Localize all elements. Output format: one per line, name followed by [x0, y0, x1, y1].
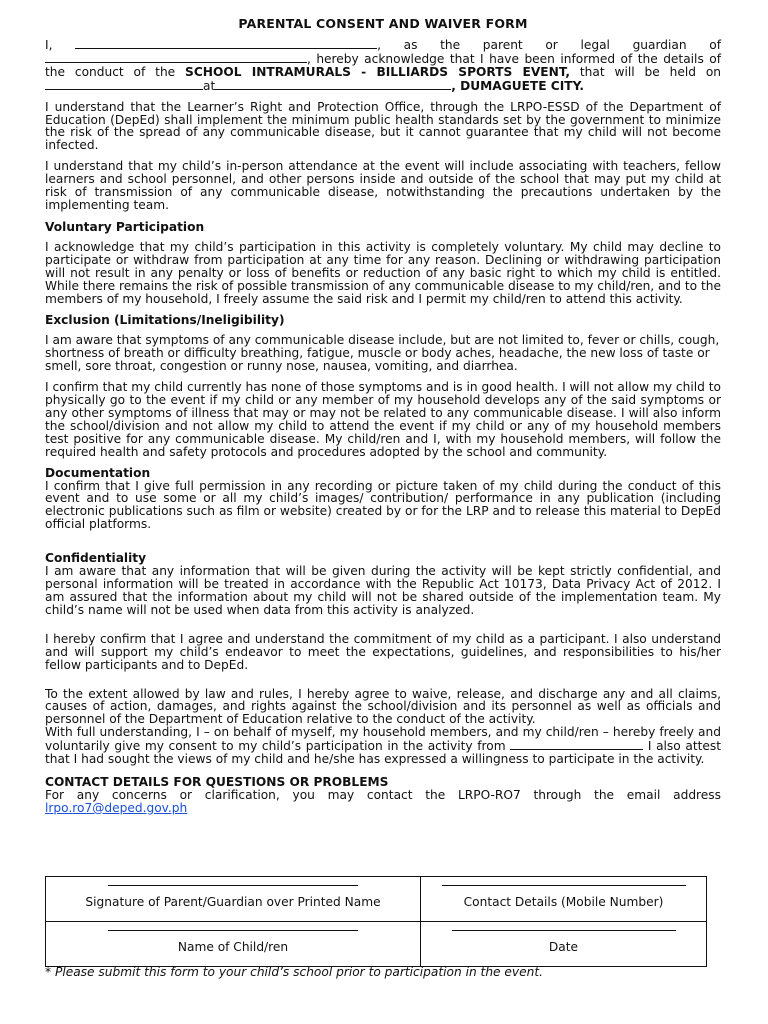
documentation-paragraph: I confirm that I give full permission in any recording or picture taken of my child during the conduct of this event and to use some or all my child’s images/ contribution/ performance in any publication (including electronic publications such as film or website) created by or for the LRP and to release this material to DepEd official platforms. [45, 478, 721, 532]
activity-date-blank[interactable] [510, 739, 643, 750]
documentation-heading: Documentation [45, 465, 151, 480]
parent-signature-label: Signature of Parent/Guardian over Printed Name [85, 895, 381, 909]
child-name-cell[interactable] [46, 922, 421, 967]
attendance-paragraph: I understand that my child’s in-person attendance at the event will include associating with teachers, fellow learners and school personnel, and other persons inside and outside of the school that may put my child at risk of transmission of any communicable disease, notwithstanding the precautions undertaken by the implementing team. [45, 159, 721, 212]
contact-paragraph [45, 789, 721, 815]
page-title: PARENTAL CONSENT AND WAIVER FORM [238, 16, 528, 31]
consent-form [45, 16, 721, 815]
contact-details-cell[interactable] [421, 877, 707, 922]
date-blank[interactable] [45, 79, 203, 90]
intro-paragraph [45, 38, 721, 93]
event-name: SCHOOL INTRAMURALS - BILLIARDS SPORTS EVENT, [185, 64, 571, 79]
voluntary-heading: Voluntary Participation [45, 219, 205, 234]
date-label: Date [548, 940, 579, 954]
intro-mid: , as the parent or legal guardian of [377, 38, 722, 52]
consent-paragraph [45, 726, 721, 766]
city-name: , DUMAGUETE CITY. [451, 78, 585, 93]
lrpo-paragraph: I understand that the Learner’s Right and Protection Office, through the LRPO-ESSD of the Department of Education (DepEd) shall implement the minimum public health standards set by the government to minimize the risk of the spread of any communicable disease, but it cannot guarantee that my child will not become infected. [45, 99, 721, 153]
parent-name-blank[interactable] [75, 38, 377, 49]
intro-held-on: that will be held on [579, 64, 722, 79]
child-name-blank[interactable] [45, 52, 307, 63]
exclusion-paragraph-2: I confirm that my child currently has none of those symptoms and is in good health. I will not allow my child to physically go to the event if my child or any member of my household develops any of the said symptoms or any other symptoms of illness that may or may not be related to any communicable disease. I will also inform the school/division and not allow my child to attend the event if my child or any of my household members test positive for any communicable disease. My child/ren and I, with my household members, will follow the required health and safety protocols and procedures adopted by the school and community. [45, 380, 721, 459]
confidentiality-paragraph: I am aware that any information that will be given during the activity will be kept strictly confidential, and personal information will be treated in accordance with the Republic Act 10173, Data Privacy Act of 2012. I am assured that the information about my child will not be shared outside of the implementation team. My child’s name will not be used when data from this activity is analyzed. [45, 564, 721, 617]
child-name-line [108, 930, 358, 931]
parent-signature-cell[interactable] [46, 877, 421, 922]
contact-text: For any concerns or clarification, you may contact the LRPO-RO7 through the email address [45, 787, 721, 802]
waiver-paragraph: To the extent allowed by law and rules, I hereby agree to waive, release, and discharge any and all claims, causes of action, damages, and rights against the school/division and its personnel as well as officials and personnel of the Department of Education relative to the conduct of the activity. [45, 686, 721, 727]
contact-details-label: Contact Details (Mobile Number) [463, 895, 664, 909]
contact-email-link[interactable]: lrpo.ro7@deped.gov.ph [45, 800, 188, 815]
intro-start: I, [45, 38, 53, 52]
date-cell[interactable] [421, 922, 707, 967]
confidentiality-heading: Confidentiality [45, 551, 147, 566]
exclusion-heading: Exclusion (Limitations/Ineligibility) [45, 313, 285, 328]
consent-text-a: With full understanding, I – on behalf of myself, my household members, and my child/ren – hereby freely and voluntarily give my consent to my child’s participation in the activity from [45, 725, 721, 754]
contact-heading: CONTACT DETAILS FOR QUESTIONS OR PROBLEMS [45, 774, 389, 789]
contact-details-line [442, 885, 686, 886]
commitment-paragraph: I hereby confirm that I agree and understand the commitment of my child as a participant. I also understand and will support my child’s endeavor to meet the expectations, guidelines, and responsibilities to his/her fellow participants and to DepEd. [45, 631, 721, 672]
intro-at: at [203, 78, 216, 93]
venue-blank[interactable] [215, 79, 451, 90]
voluntary-paragraph: I acknowledge that my child’s participation in this activity is completely voluntary. My child may decline to participate or withdraw from participation at any time for any reason. Declining or withdrawing participation will not result in any penalty or loss of benefits or reduction of any basic right to which my child is entitled. While there remains the risk of possible transmission of any communicable disease to my child/ren, and to the members of my household, I freely assume the said risk and I permit my child/ren to attend this activity. [45, 239, 721, 306]
child-name-label: Name of Child/ren [177, 940, 289, 954]
intro-ack: , hereby acknowledge that I have been informed of the details of the conduct of the [45, 51, 721, 79]
consent-text-b: I also attest that I had sought the views of my child and he/she has expressed a willingness to participate in the activity. [45, 739, 722, 767]
signature-table [45, 876, 707, 967]
footnote: * Please submit this form to your child’s school prior to participation in the event. [45, 965, 544, 979]
exclusion-paragraph-1: I am aware that symptoms of any communicable disease include, but are not limited to, fever or chills, cough, shortness of breath or difficulty breathing, fatigue, muscle or body aches, headache, the new loss of taste or smell, sore throat, congestion or runny nose, nausea, vomiting, and diarrhea. [45, 333, 720, 374]
parent-signature-line [108, 885, 358, 886]
date-line [452, 930, 676, 931]
